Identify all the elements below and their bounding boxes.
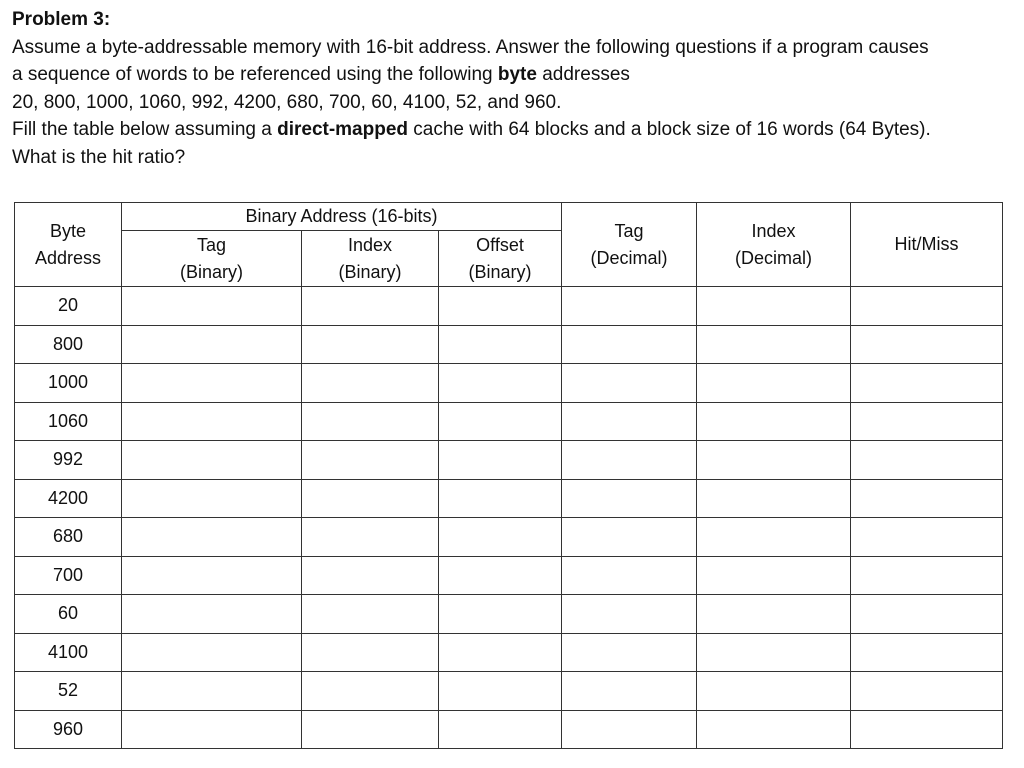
- tag-decimal-cell[interactable]: [562, 710, 697, 749]
- hit-miss-cell[interactable]: [851, 556, 1003, 595]
- hit-miss-cell[interactable]: [851, 672, 1003, 711]
- offset-binary-cell[interactable]: [439, 364, 562, 403]
- byte-address-header-line-2: Address: [34, 247, 102, 268]
- table-header-row-1: [15, 203, 1003, 231]
- index-decimal-cell[interactable]: [697, 364, 851, 403]
- index-binary-cell[interactable]: [302, 556, 439, 595]
- table-row: [15, 595, 1003, 634]
- tag-decimal-header-line-2: (Decimal): [590, 247, 668, 268]
- index-decimal-cell[interactable]: [697, 402, 851, 441]
- tag-binary-header-line-2: (Binary): [179, 261, 243, 282]
- tag-binary-cell[interactable]: [122, 287, 302, 326]
- tag-binary-header-line-1: Tag: [196, 234, 227, 255]
- offset-binary-cell[interactable]: [439, 441, 562, 480]
- hit-ratio-question: What is the hit ratio?: [12, 146, 186, 168]
- offset-binary-cell[interactable]: [439, 556, 562, 595]
- index-decimal-cell[interactable]: [697, 710, 851, 749]
- tag-binary-cell[interactable]: [122, 325, 302, 364]
- problem-line-5: [12, 144, 1012, 172]
- index-decimal-cell[interactable]: [697, 479, 851, 518]
- tag-binary-cell[interactable]: [122, 518, 302, 557]
- byte-address-cell: 60: [15, 595, 122, 634]
- tag-decimal-cell[interactable]: [562, 479, 697, 518]
- problem-line-4-post: cache with 64 blocks and a block size of 16 words (64 Bytes).: [408, 119, 931, 140]
- problem-line-4: [12, 116, 1012, 144]
- table-row: [15, 402, 1003, 441]
- offset-binary-cell[interactable]: [439, 672, 562, 711]
- hit-miss-cell[interactable]: [851, 518, 1003, 557]
- offset-binary-header-line-1: Offset: [476, 234, 524, 255]
- binary-address-group-header: Binary Address (16-bits): [122, 203, 562, 231]
- table-row: [15, 710, 1003, 749]
- tag-binary-header: [122, 231, 302, 287]
- byte-address-cell: 52: [15, 672, 122, 711]
- offset-binary-cell[interactable]: [439, 595, 562, 634]
- tag-decimal-cell[interactable]: [562, 556, 697, 595]
- index-decimal-cell[interactable]: [697, 633, 851, 672]
- byte-address-cell: 680: [15, 518, 122, 557]
- hit-miss-cell[interactable]: [851, 441, 1003, 480]
- byte-address-cell: 700: [15, 556, 122, 595]
- index-binary-cell[interactable]: [302, 402, 439, 441]
- tag-binary-cell[interactable]: [122, 672, 302, 711]
- hit-miss-cell[interactable]: [851, 325, 1003, 364]
- offset-binary-cell[interactable]: [439, 518, 562, 557]
- tag-binary-cell[interactable]: [122, 364, 302, 403]
- byte-address-header: [15, 203, 122, 287]
- hit-miss-cell[interactable]: [851, 595, 1003, 634]
- index-binary-cell[interactable]: [302, 518, 439, 557]
- index-binary-cell[interactable]: [302, 325, 439, 364]
- index-decimal-header-line-2: (Decimal): [734, 247, 812, 268]
- index-binary-header-line-2: (Binary): [338, 261, 402, 282]
- byte-address-cell: 960: [15, 710, 122, 749]
- index-decimal-header-line-1: Index: [751, 220, 796, 241]
- cache-table: [14, 202, 1003, 749]
- tag-decimal-cell[interactable]: [562, 672, 697, 711]
- tag-decimal-cell[interactable]: [562, 441, 697, 480]
- index-decimal-cell[interactable]: [697, 325, 851, 364]
- tag-decimal-header-line-1: Tag: [614, 220, 644, 241]
- problem-line-1: [12, 34, 1012, 62]
- index-decimal-header: [697, 203, 851, 287]
- table-row: [15, 633, 1003, 672]
- index-decimal-cell[interactable]: [697, 556, 851, 595]
- byte-address-cell: 1060: [15, 402, 122, 441]
- offset-binary-cell[interactable]: [439, 402, 562, 441]
- table-row: [15, 518, 1003, 557]
- index-binary-cell[interactable]: [302, 364, 439, 403]
- offset-binary-cell[interactable]: [439, 287, 562, 326]
- table-row: [15, 287, 1003, 326]
- hit-miss-cell[interactable]: [851, 710, 1003, 749]
- index-binary-cell[interactable]: [302, 479, 439, 518]
- index-decimal-cell[interactable]: [697, 287, 851, 326]
- tag-decimal-cell[interactable]: [562, 287, 697, 326]
- index-binary-cell[interactable]: [302, 633, 439, 672]
- byte-address-cell: 800: [15, 325, 122, 364]
- tag-binary-cell[interactable]: [122, 479, 302, 518]
- byte-address-cell: 1000: [15, 364, 122, 403]
- problem-line-1-text: Assume a byte-addressable memory with 16-bit address. Answer the following questions if a program causes: [12, 36, 929, 58]
- problem-line-2-bold: byte: [497, 64, 537, 85]
- address-sequence: 20, 800, 1000, 1060, 992, 4200, 680, 700, 60, 4100, 52, and 960.: [12, 91, 562, 113]
- tag-binary-cell[interactable]: [122, 441, 302, 480]
- offset-binary-cell[interactable]: [439, 633, 562, 672]
- table-row: [15, 479, 1003, 518]
- hit-miss-cell[interactable]: [851, 287, 1003, 326]
- table-row: [15, 325, 1003, 364]
- hit-miss-cell[interactable]: [851, 402, 1003, 441]
- problem-statement: [12, 6, 1012, 171]
- offset-binary-cell[interactable]: [439, 479, 562, 518]
- table-body: [15, 287, 1003, 749]
- tag-binary-cell[interactable]: [122, 595, 302, 634]
- index-decimal-cell[interactable]: [697, 672, 851, 711]
- index-binary-cell[interactable]: [302, 595, 439, 634]
- hit-miss-cell[interactable]: [851, 364, 1003, 403]
- table-row: [15, 364, 1003, 403]
- index-binary-header-line-1: Index: [347, 234, 393, 255]
- tag-decimal-cell[interactable]: [562, 595, 697, 634]
- byte-address-cell: 4200: [15, 479, 122, 518]
- index-binary-cell[interactable]: [302, 672, 439, 711]
- tag-binary-cell[interactable]: [122, 402, 302, 441]
- tag-binary-cell[interactable]: [122, 556, 302, 595]
- problem-line-2: [12, 61, 1012, 89]
- index-decimal-cell[interactable]: [697, 518, 851, 557]
- index-decimal-cell[interactable]: [697, 595, 851, 634]
- index-binary-cell[interactable]: [302, 710, 439, 749]
- offset-binary-cell[interactable]: [439, 710, 562, 749]
- index-decimal-cell[interactable]: [697, 441, 851, 480]
- index-binary-cell[interactable]: [302, 287, 439, 326]
- byte-address-header-line-1: Byte: [49, 220, 87, 241]
- byte-address-cell: 4100: [15, 633, 122, 672]
- byte-address-cell: 992: [15, 441, 122, 480]
- tag-decimal-cell[interactable]: [562, 633, 697, 672]
- offset-binary-cell[interactable]: [439, 325, 562, 364]
- problem-line-2-post: addresses: [536, 64, 630, 85]
- byte-address-cell: 20: [15, 287, 122, 326]
- tag-binary-cell[interactable]: [122, 710, 302, 749]
- offset-binary-header: [439, 231, 562, 287]
- tag-decimal-cell[interactable]: [562, 325, 697, 364]
- offset-binary-header-line-2: (Binary): [468, 261, 532, 282]
- table-row: [15, 441, 1003, 480]
- problem-line-3: [12, 89, 1012, 117]
- hit-miss-cell[interactable]: [851, 633, 1003, 672]
- table-row: [15, 556, 1003, 595]
- tag-decimal-cell[interactable]: [562, 402, 697, 441]
- table-row: [15, 672, 1003, 711]
- tag-binary-cell[interactable]: [122, 633, 302, 672]
- problem-line-4-pre: Fill the table below assuming a: [12, 119, 278, 140]
- hit-miss-cell[interactable]: [851, 479, 1003, 518]
- index-binary-header: [302, 231, 439, 287]
- tag-decimal-cell[interactable]: [562, 518, 697, 557]
- hit-miss-header: Hit/Miss: [851, 203, 1003, 287]
- tag-decimal-cell[interactable]: [562, 364, 697, 403]
- tag-decimal-header: [562, 203, 697, 287]
- problem-heading: Problem 3:: [12, 9, 111, 30]
- problem-line-4-bold: direct-mapped: [277, 119, 409, 140]
- problem-line-2-pre: a sequence of words to be referenced using the following: [12, 64, 498, 85]
- index-binary-cell[interactable]: [302, 441, 439, 480]
